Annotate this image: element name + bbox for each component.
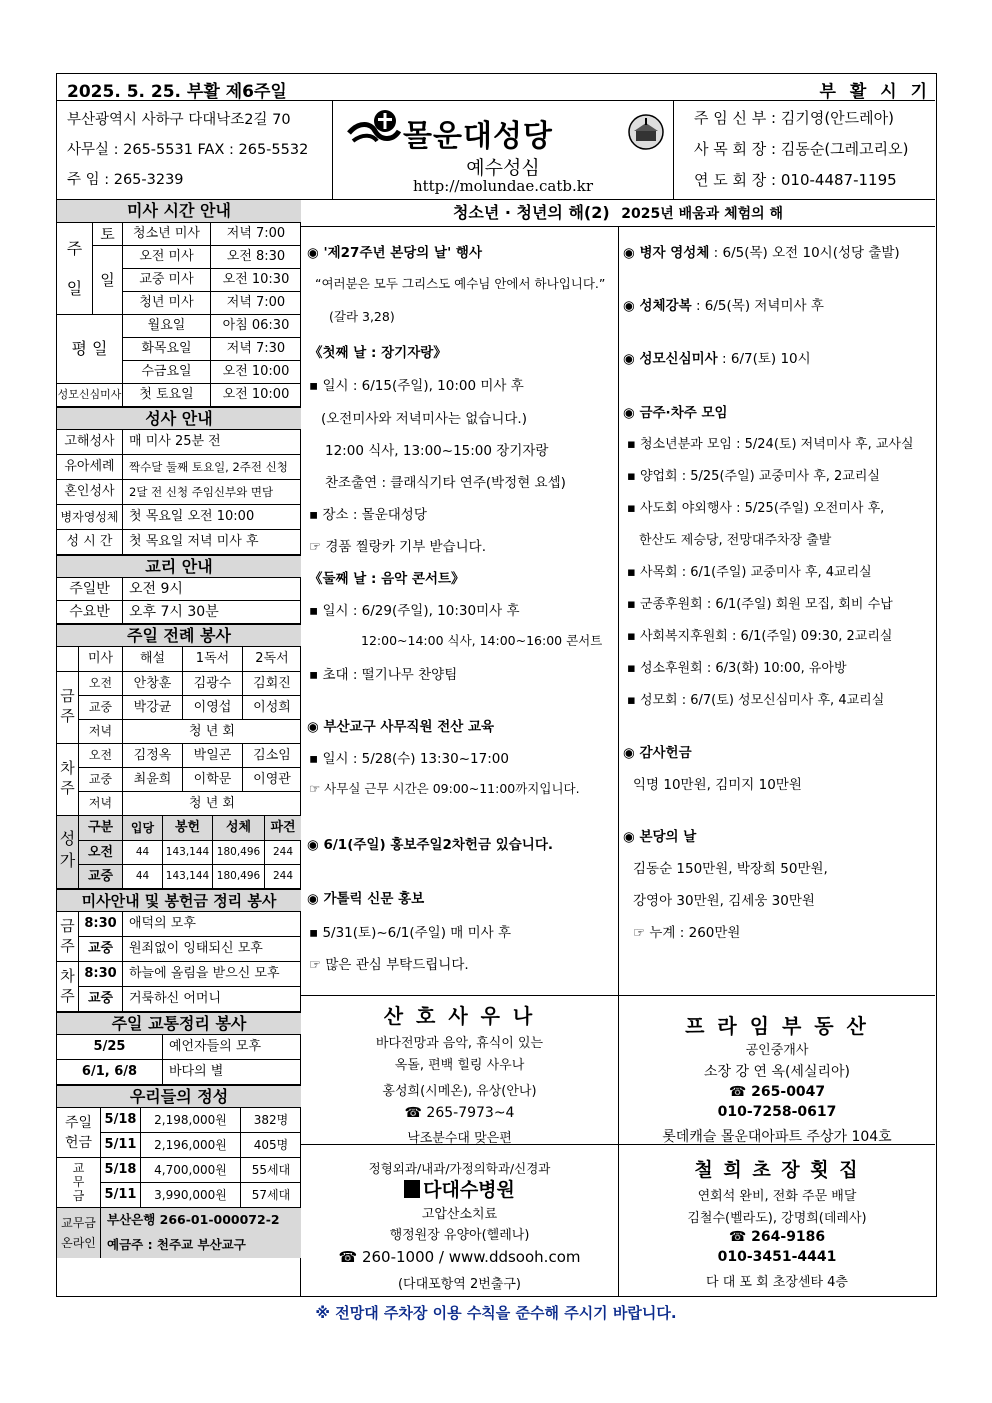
church-logo-icon <box>345 107 403 151</box>
mass-time: 저녁 7:00 <box>211 292 301 315</box>
ad-line: 소장 강 연 옥(세실리아) <box>704 1064 850 1080</box>
announce-line: 《첫째 날 : 장기자랑》 <box>309 345 447 361</box>
ad-line: (다대포항역 2번출구) <box>397 1277 521 1292</box>
lit-person: 최윤희 <box>123 768 183 792</box>
event-line: ◉ 감사헌금 <box>623 745 692 761</box>
event-line: ◉ 성모신심미사 : 6/7(토) 10시 <box>623 351 811 367</box>
weekday-time: 저녁 7:30 <box>211 338 301 361</box>
theme-title: 청소년 · 청년의 해 <box>452 203 584 222</box>
doctrine-class: 주일반 <box>57 578 123 601</box>
announcements-column <box>301 227 619 995</box>
offering-amount: 2,196,000원 <box>141 1133 241 1158</box>
weekday-time: 오전 10:00 <box>211 361 301 384</box>
bank-holder: 예금주 : 천주교 부산교구 <box>101 1233 301 1258</box>
parking-notice: ※ 전망대 주차장 이용 수칙을 준수해 주시기 바랍니다. <box>315 1304 677 1322</box>
weekday-name: 월요일 <box>123 315 211 338</box>
lit-person: 김광수 <box>183 672 243 696</box>
event-line: ▪ 성모회 : 6/7(토) 성모신심미사 후, 4교리실 <box>627 693 885 708</box>
announce-line: ◉ 부산교구 사무직원 전산 교육 <box>307 719 495 735</box>
lit-person: 이영관 <box>243 768 301 792</box>
offering-date: 5/11 <box>101 1133 141 1158</box>
sacrament-name: 혼인성사 <box>57 480 123 505</box>
dues-count: 55세대 <box>241 1158 301 1183</box>
announce-line: ☞ 사무실 근무 시간은 09:00~11:00까지입니다. <box>309 781 580 796</box>
sacrament-info: 매 미사 25분 전 <box>123 430 301 455</box>
guide-group: 하늘에 올림을 받으신 모후 <box>123 962 301 987</box>
ad-hospital <box>301 1144 619 1297</box>
guide-mass: 교중 <box>79 937 123 962</box>
mass-time: 저녁 7:00 <box>211 223 301 246</box>
announce-line: 12:00 식사, 13:00~15:00 장기자랑 <box>325 443 549 459</box>
event-line: ◉ 병자 영성체 : 6/5(목) 오전 10시(성당 출발) <box>623 245 900 261</box>
event-line: ◉ 금주·차주 모임 <box>623 405 728 421</box>
event-line: ▪ 청소년분과 모임 : 5/24(토) 저녁미사 후, 교사실 <box>627 437 914 452</box>
ad-line: 김철수(벨라도), 강명희(데레사) <box>687 1211 867 1226</box>
ad-restaurant <box>619 1144 935 1297</box>
sacrament-info: 2달 전 신청 주임신부와 면담 <box>123 480 301 505</box>
event-line: 김동순 150만원, 박장희 50만원, <box>633 861 828 877</box>
weekday-name: 화목요일 <box>123 338 211 361</box>
choir-mass: 오전 <box>79 841 123 865</box>
weekday-time: 아침 06:30 <box>211 315 301 338</box>
offering-count: 382명 <box>241 1108 301 1133</box>
lit-mass: 교중 <box>79 696 123 720</box>
marian-time: 오전 10:00 <box>211 384 301 407</box>
doctrine-time: 오전 9시 <box>123 578 301 601</box>
bulletin-frame <box>56 73 937 1297</box>
choir-num: 44 <box>123 841 163 865</box>
sacrament-info: 첫 목요일 오전 10:00 <box>123 505 301 530</box>
announce-line: “여러분은 모두 그리스도 예수님 안에서 하나입니다.” <box>315 276 606 291</box>
sacraments-title: 성사 안내 <box>57 407 301 430</box>
event-line: ▪ 사목회 : 6/1(주일) 교중미사 후, 4교리실 <box>627 565 872 580</box>
sunday-label: 주 일 <box>57 223 93 315</box>
ad-line: 정형외과/내과/가정의학과/신경과 <box>368 1161 551 1176</box>
lit-head: 해설 <box>123 647 183 672</box>
ad-line: 홍성희(시메온), 유상(안나) <box>382 1084 537 1099</box>
guide-next-week: 차 주 <box>57 962 79 1012</box>
office-phone: 사무실 : 265-5531 FAX : 265-5532 <box>67 142 309 158</box>
bulletin-date: 2025. 5. 25. 부활 제6주일 <box>67 82 287 102</box>
bank-account: 부산은행 266-01-000072-2 <box>101 1208 301 1233</box>
announce-line: ◉ 가톨릭 신문 홍보 <box>307 891 425 907</box>
mass-time: 오전 10:30 <box>211 269 301 292</box>
choir-num: 143,144 <box>163 865 213 889</box>
guide-mass: 교중 <box>79 987 123 1012</box>
guide-group: 애덕의 모후 <box>123 912 301 937</box>
mass-name: 청소년 미사 <box>123 223 211 246</box>
guide-mass: 8:30 <box>79 912 123 937</box>
lit-group: 청 년 회 <box>123 720 301 744</box>
sacrament-name: 고해성사 <box>57 430 123 455</box>
sacrament-name: 성 시 간 <box>57 530 123 555</box>
event-line: ▪ 사도회 야외행사 : 5/25(주일) 오전미사 후, <box>627 501 885 516</box>
choir-num: 180,496 <box>213 865 265 889</box>
offering-amount: 2,198,000원 <box>141 1108 241 1133</box>
parish-motto: 예수성심 <box>466 157 540 179</box>
traffic-group: 바다의 별 <box>163 1060 301 1085</box>
ad-line: 고압산소치료 <box>421 1207 498 1222</box>
sacrament-name: 유아세례 <box>57 455 123 480</box>
lit-group: 청 년 회 <box>123 792 301 816</box>
ad-title: 철 희 초 장 횟 집 <box>694 1159 860 1181</box>
choir-head: 성체 <box>213 816 265 841</box>
parish-name: 몰운대성당 <box>403 119 553 154</box>
lit-mass: 오전 <box>79 744 123 768</box>
sacrament-name: 병자영성체 <box>57 505 123 530</box>
announce-line: ◉ '제27주년 본당의 날' 행사 <box>307 245 483 261</box>
left-column <box>57 200 301 1297</box>
dues-date: 5/11 <box>101 1183 141 1208</box>
lit-mass: 저녁 <box>79 720 123 744</box>
choir-num: 244 <box>265 865 301 889</box>
marian-mass-label: 성모신심미사 <box>57 384 123 407</box>
ad-phone: ☎ 265-0047 <box>728 1084 826 1100</box>
announce-line: ▪ 일시 : 6/15(주일), 10:00 미사 후 <box>309 378 524 394</box>
sacrament-info: 짝수달 둘째 토요일, 2주전 신청 <box>123 455 301 480</box>
offering-count: 405명 <box>241 1133 301 1158</box>
announce-line: ▪ 일시 : 5/28(수) 13:30~17:00 <box>309 751 509 767</box>
year-theme <box>301 200 935 227</box>
logo-block <box>333 101 673 200</box>
traffic-group: 예언자들의 모후 <box>163 1035 301 1060</box>
choir-head: 봉헌 <box>163 816 213 841</box>
choir-head: 구분 <box>79 816 123 841</box>
choir-num: 44 <box>123 865 163 889</box>
ad-phone: ☎ 264-9186 <box>728 1229 826 1245</box>
dues-date: 5/18 <box>101 1158 141 1183</box>
ad-line: 공인중개사 <box>745 1043 809 1058</box>
announce-line: ☞ 경품 찔랑카 기부 받습니다. <box>309 539 487 555</box>
dues-count: 57세대 <box>241 1183 301 1208</box>
event-line: 익명 10만원, 김미지 10만원 <box>633 777 802 793</box>
choir-num: 143,144 <box>163 841 213 865</box>
offerings-title: 우리들의 정성 <box>57 1085 301 1108</box>
sacrament-info: 첫 목요일 저녁 미사 후 <box>123 530 301 555</box>
announce-line: ▪ 장소 : 몰운대성당 <box>309 507 427 523</box>
lit-head: 2독서 <box>243 647 301 672</box>
announce-line: ▪ 일시 : 6/29(주일), 10:30미사 후 <box>309 603 520 619</box>
staff-yeondo: 연 도 회 장 : 010-4487-1195 <box>694 171 897 189</box>
announce-line: 《둘째 날 : 음악 콘서트》 <box>309 571 465 587</box>
address: 부산광역시 사하구 다대낙조2길 70 <box>67 112 291 128</box>
event-line: ▪ 군종후원회 : 6/1(주일) 회원 모집, 회비 수납 <box>627 597 893 612</box>
mass-time: 오전 8:30 <box>211 246 301 269</box>
ad-line: 행정원장 유양아(헬레나) <box>389 1228 530 1243</box>
lit-person: 김회진 <box>243 672 301 696</box>
weekday-name: 수금요일 <box>123 361 211 384</box>
ad-phone: ☎ 260-1000 / www.ddsooh.com <box>338 1248 581 1266</box>
guide-group: 원죄없이 잉태되신 모후 <box>123 937 301 962</box>
lit-mass: 저녁 <box>79 792 123 816</box>
traffic-date: 5/25 <box>57 1035 163 1060</box>
doctrine-title: 교리 안내 <box>57 555 301 578</box>
choir-label: 성 가 <box>57 816 79 889</box>
liturgical-season: 부 활 시 기 <box>819 82 931 102</box>
announce-line: ☞ 많은 관심 부탁드립니다. <box>309 957 469 973</box>
weekday-label: 평 일 <box>57 315 123 384</box>
ad-line: 연회석 완비, 전화 주문 배달 <box>697 1189 857 1204</box>
saturday-label: 토 <box>93 223 123 246</box>
ad-phone: 010-3451-4441 <box>717 1249 837 1265</box>
contact-block <box>57 101 333 200</box>
dues-amount: 4,700,000원 <box>141 1158 241 1183</box>
announce-line: (갈라 3,28) <box>329 309 395 324</box>
ad-phone: ☎ 265-7973~4 <box>404 1105 515 1121</box>
event-line: ◉ 본당의 날 <box>623 829 697 845</box>
church-emblem-icon <box>627 113 665 151</box>
guide-service-title: 미사안내 및 봉헌금 정리 봉사 <box>57 889 301 912</box>
announce-line: 12:00~14:00 식사, 14:00~16:00 콘서트 <box>361 633 603 648</box>
liturgy-service-title: 주일 전례 봉사 <box>57 624 301 647</box>
staff-pastor: 주 임 신 부 : 김기영(안드레아) <box>694 109 894 127</box>
blank-cell <box>57 647 79 672</box>
lit-head: 1독서 <box>183 647 243 672</box>
announce-line: 찬조출연 : 클래식기타 연주(박정현 요셉) <box>325 475 566 491</box>
event-line: 한산도 제승당, 전망대주차장 출발 <box>639 533 832 548</box>
lit-person: 박강균 <box>123 696 183 720</box>
sunday-il-label: 일 <box>93 246 123 315</box>
parish-url[interactable]: http://molundae.catb.kr <box>412 177 594 195</box>
lit-person: 박일곤 <box>183 744 243 768</box>
dues-label: 교 무 금 <box>57 1158 101 1208</box>
choir-head: 입당 <box>123 816 163 841</box>
event-line: ◉ 성체강복 : 6/5(목) 저녁미사 후 <box>623 298 824 314</box>
ad-phone: 010-7258-0617 <box>717 1104 837 1120</box>
theme-num: (2) <box>583 203 610 222</box>
theme-sub: 2025년 배움과 체험의 해 <box>621 206 784 222</box>
pastor-phone: 주 임 : 265-3239 <box>67 172 184 188</box>
lit-person: 이영섭 <box>183 696 243 720</box>
choir-head: 파견 <box>265 816 301 841</box>
top-bar <box>57 74 935 101</box>
event-line: ☞ 누계 : 260만원 <box>633 925 741 941</box>
lit-person: 안창훈 <box>123 672 183 696</box>
lit-person: 김소임 <box>243 744 301 768</box>
ad-line: 바다전망과 음악, 휴식이 있는 <box>375 1036 544 1051</box>
guide-mass: 8:30 <box>79 962 123 987</box>
choir-num: 244 <box>265 841 301 865</box>
next-week-label: 차 주 <box>57 744 79 816</box>
hospital-logo-icon <box>404 1180 420 1198</box>
ad-realty <box>619 995 935 1144</box>
lit-person: 김정옥 <box>123 744 183 768</box>
ad-title: 산 호 사 우 나 <box>383 1004 536 1028</box>
event-line: ▪ 성소후원회 : 6/3(화) 10:00, 유아방 <box>627 661 847 676</box>
header <box>57 101 935 200</box>
guide-group: 거룩하신 어머니 <box>123 987 301 1012</box>
lit-mass: 오전 <box>79 672 123 696</box>
offering-date: 5/18 <box>101 1108 141 1133</box>
ad-title: 다대수병원 <box>301 1175 618 1202</box>
dues-amount: 3,990,000원 <box>141 1183 241 1208</box>
announce-line: ▪ 초대 : 떨기나무 찬양팀 <box>309 667 458 683</box>
lit-person: 이학문 <box>183 768 243 792</box>
ad-line: 다 대 포 회 초장센타 4층 <box>706 1275 848 1290</box>
announce-line: (오전미사와 저녁미사는 없습니다.) <box>321 411 527 427</box>
announce-line: ◉ 6/1(주일) 홍보주일2차헌금 있습니다. <box>307 837 553 853</box>
lit-head: 미사 <box>79 647 123 672</box>
doctrine-time: 오후 7시 30분 <box>123 601 301 624</box>
announce-line: ▪ 5/31(토)~6/1(주일) 매 미사 후 <box>309 925 512 941</box>
traffic-date: 6/1, 6/8 <box>57 1060 163 1085</box>
sunday-offering-label: 주일 헌금 <box>57 1108 101 1158</box>
choir-mass: 교중 <box>79 865 123 889</box>
doctrine-class: 수요반 <box>57 601 123 624</box>
event-line: 강영아 30만원, 김세웅 30만원 <box>633 893 815 909</box>
mass-name: 교중 미사 <box>123 269 211 292</box>
events-column <box>619 227 935 995</box>
ad-title: 프 라 임 부 동 산 <box>685 1014 869 1038</box>
ad-sauna <box>301 995 619 1144</box>
mass-name: 청년 미사 <box>123 292 211 315</box>
ad-line: 낙조분수대 맞은편 <box>407 1131 512 1146</box>
lit-person: 이성희 <box>243 696 301 720</box>
this-week-label: 금 주 <box>57 672 79 744</box>
marian-day: 첫 토요일 <box>123 384 211 407</box>
mass-times-title: 미사 시간 안내 <box>57 200 301 223</box>
ad-line: 옥돌, 편백 힐링 사우나 <box>394 1058 525 1073</box>
ad-line: 롯데캐슬 몰운대아파트 주상가 104호 <box>662 1129 892 1145</box>
staff-block <box>673 101 935 200</box>
staff-council: 사 목 회 장 : 김동순(그레고리오) <box>694 140 909 158</box>
choir-num: 180,496 <box>213 841 265 865</box>
event-line: ▪ 양업회 : 5/25(주일) 교중미사 후, 2교리실 <box>627 469 880 484</box>
lit-mass: 교중 <box>79 768 123 792</box>
bank-label: 교무금 온라인 <box>57 1208 101 1258</box>
event-line: ▪ 사회복지후원회 : 6/1(주일) 09:30, 2교리실 <box>627 629 893 644</box>
traffic-service-title: 주일 교통정리 봉사 <box>57 1012 301 1035</box>
guide-this-week: 금 주 <box>57 912 79 962</box>
mass-name: 오전 미사 <box>123 246 211 269</box>
